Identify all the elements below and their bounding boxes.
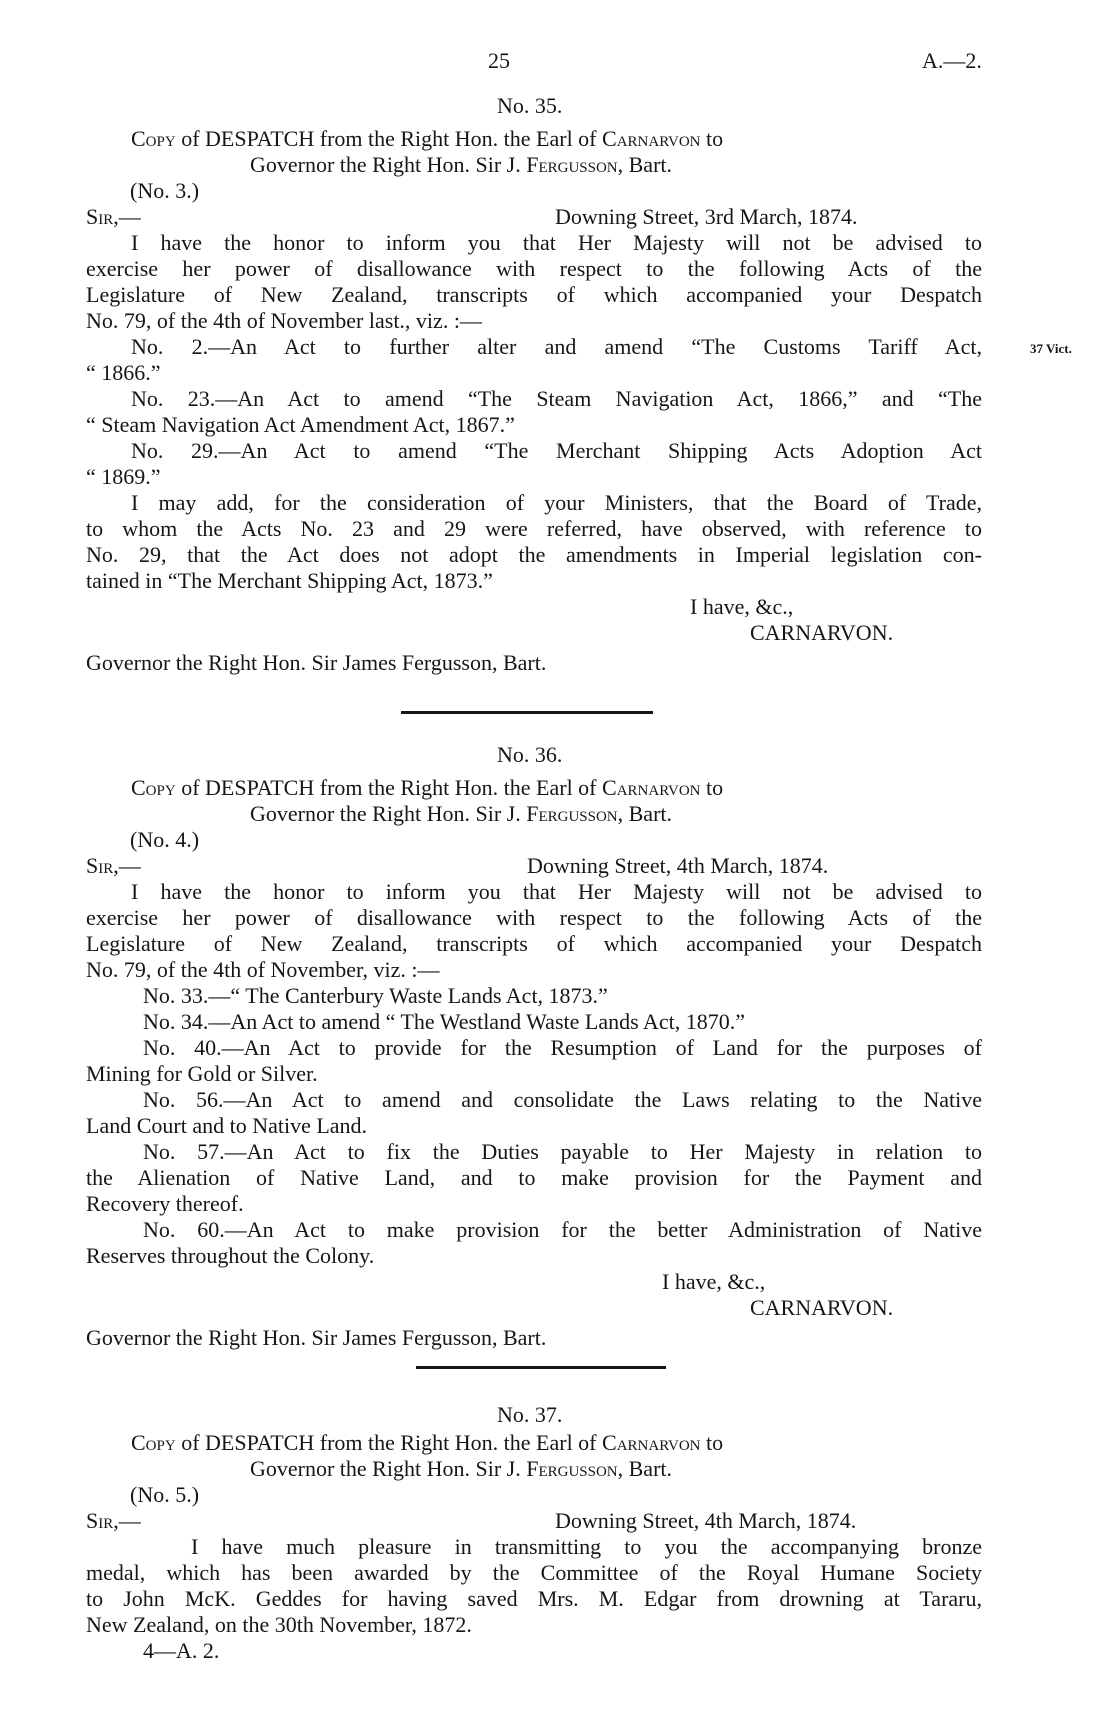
signature: CARNARVON. xyxy=(750,620,894,645)
body-line: to whom the Acts No. 23 and 29 were referred, have observed, with reference to xyxy=(86,516,982,541)
body-line: to John McK. Geddes for having saved Mrs. M. Edgar from drowning at Tararu, xyxy=(86,1586,982,1611)
date-line: Downing Street, 4th March, 1874. xyxy=(555,1508,857,1533)
body-line: No. 56.—An Act to amend and consolidate the Laws relating to the Native xyxy=(143,1087,982,1112)
body-line: I have the honor to inform you that Her Majesty will not be advised to xyxy=(131,879,982,904)
signature-mark: 4—A. 2. xyxy=(143,1638,220,1663)
despatch-number: No. 36. xyxy=(497,742,563,767)
despatch-title: Copy of DESPATCH from the Right Hon. the Earl of Carnarvon to xyxy=(131,126,724,151)
signature: CARNARVON. xyxy=(750,1295,894,1320)
addressee: Governor the Right Hon. Sir James Fergusson, Bart. xyxy=(86,650,547,675)
body-line: I have much pleasure in transmitting to you the accompanying bronze xyxy=(191,1534,982,1559)
body-line: Mining for Gold or Silver. xyxy=(86,1061,318,1086)
salutation: Sir,— xyxy=(86,853,141,878)
body-line: No. 2.—An Act to further alter and amend “The Customs Tariff Act, xyxy=(131,334,982,359)
body-line: Reserves throughout the Colony. xyxy=(86,1243,375,1268)
doc-reference: A.—2. xyxy=(922,48,982,73)
body-line: “ Steam Navigation Act Amendment Act, 1867.” xyxy=(86,412,515,437)
page-header xyxy=(0,48,1114,74)
body-line: No. 33.—“ The Canterbury Waste Lands Act, 1873.” xyxy=(143,983,608,1008)
salutation: Sir,— xyxy=(86,204,141,229)
body-line: I may add, for the consideration of your Ministers, that the Board of Trade, xyxy=(131,490,982,515)
despatch-no: (No. 3.) xyxy=(130,178,200,203)
date-line: Downing Street, 3rd March, 1874. xyxy=(555,204,858,229)
body-line: Recovery thereof. xyxy=(86,1191,244,1216)
body-line: No. 60.—An Act to make provision for the better Administration of Native xyxy=(143,1217,982,1242)
body-line: No. 23.—An Act to amend “The Steam Navigation Act, 1866,” and “The xyxy=(131,386,982,411)
body-line: exercise her power of disallowance with respect to the following Acts of the xyxy=(86,256,982,281)
despatch-title-line-2: Governor the Right Hon. Sir J. Fergusson, Bart. xyxy=(250,152,673,177)
body-line: the Alienation of Native Land, and to make provision for the Payment and xyxy=(86,1165,982,1190)
margin-note: 37 Vict. xyxy=(1030,341,1072,356)
body-line: No. 79, of the 4th of November last., viz. :— xyxy=(86,308,482,333)
despatch-number: No. 35. xyxy=(497,93,563,118)
despatch-title: Copy of DESPATCH from the Right Hon. the Earl of Carnarvon to xyxy=(131,1430,724,1455)
closing: I have, &c., xyxy=(662,1269,766,1294)
body-line: No. 40.—An Act to provide for the Resumption of Land for the purposes of xyxy=(143,1035,982,1060)
addressee: Governor the Right Hon. Sir James Fergusson, Bart. xyxy=(86,1325,547,1350)
body-line: I have the honor to inform you that Her Majesty will not be advised to xyxy=(131,230,982,255)
body-line: “ 1869.” xyxy=(86,464,161,489)
page-number: 25 xyxy=(488,48,510,73)
body-line: No. 57.—An Act to fix the Duties payable to Her Majesty in relation to xyxy=(143,1139,982,1164)
body-line: No. 34.—An Act to amend “ The Westland Waste Lands Act, 1870.” xyxy=(143,1009,745,1034)
body-line: Legislature of New Zealand, transcripts of which accompanied your Despatch xyxy=(86,282,982,307)
body-line: No. 29, that the Act does not adopt the amendments in Imperial legislation con- xyxy=(86,542,982,567)
body-line: No. 29.—An Act to amend “The Merchant Shipping Acts Adoption Act xyxy=(131,438,982,463)
body-line: No. 79, of the 4th of November, viz. :— xyxy=(86,957,440,982)
despatch-title-line-2: Governor the Right Hon. Sir J. Fergusson, Bart. xyxy=(250,801,673,826)
despatch-title-line-2: Governor the Right Hon. Sir J. Fergusson, Bart. xyxy=(250,1456,673,1481)
despatch-no: (No. 4.) xyxy=(130,827,200,852)
closing: I have, &c., xyxy=(690,594,794,619)
section-divider xyxy=(416,1366,666,1369)
salutation: Sir,— xyxy=(86,1508,141,1533)
despatch-no: (No. 5.) xyxy=(130,1482,200,1507)
body-line: “ 1866.” xyxy=(86,360,161,385)
body-line: tained in “The Merchant Shipping Act, 1873.” xyxy=(86,568,493,593)
section-divider xyxy=(401,711,653,714)
despatch-title: Copy of DESPATCH from the Right Hon. the Earl of Carnarvon to xyxy=(131,775,724,800)
body-line: exercise her power of disallowance with respect to the following Acts of the xyxy=(86,905,982,930)
date-line: Downing Street, 4th March, 1874. xyxy=(527,853,829,878)
body-line: medal, which has been awarded by the Committee of the Royal Humane Society xyxy=(86,1560,982,1585)
body-line: Legislature of New Zealand, transcripts of which accompanied your Despatch xyxy=(86,931,982,956)
body-line: New Zealand, on the 30th November, 1872. xyxy=(86,1612,472,1637)
despatch-number: No. 37. xyxy=(497,1402,563,1427)
body-line: Land Court and to Native Land. xyxy=(86,1113,368,1138)
